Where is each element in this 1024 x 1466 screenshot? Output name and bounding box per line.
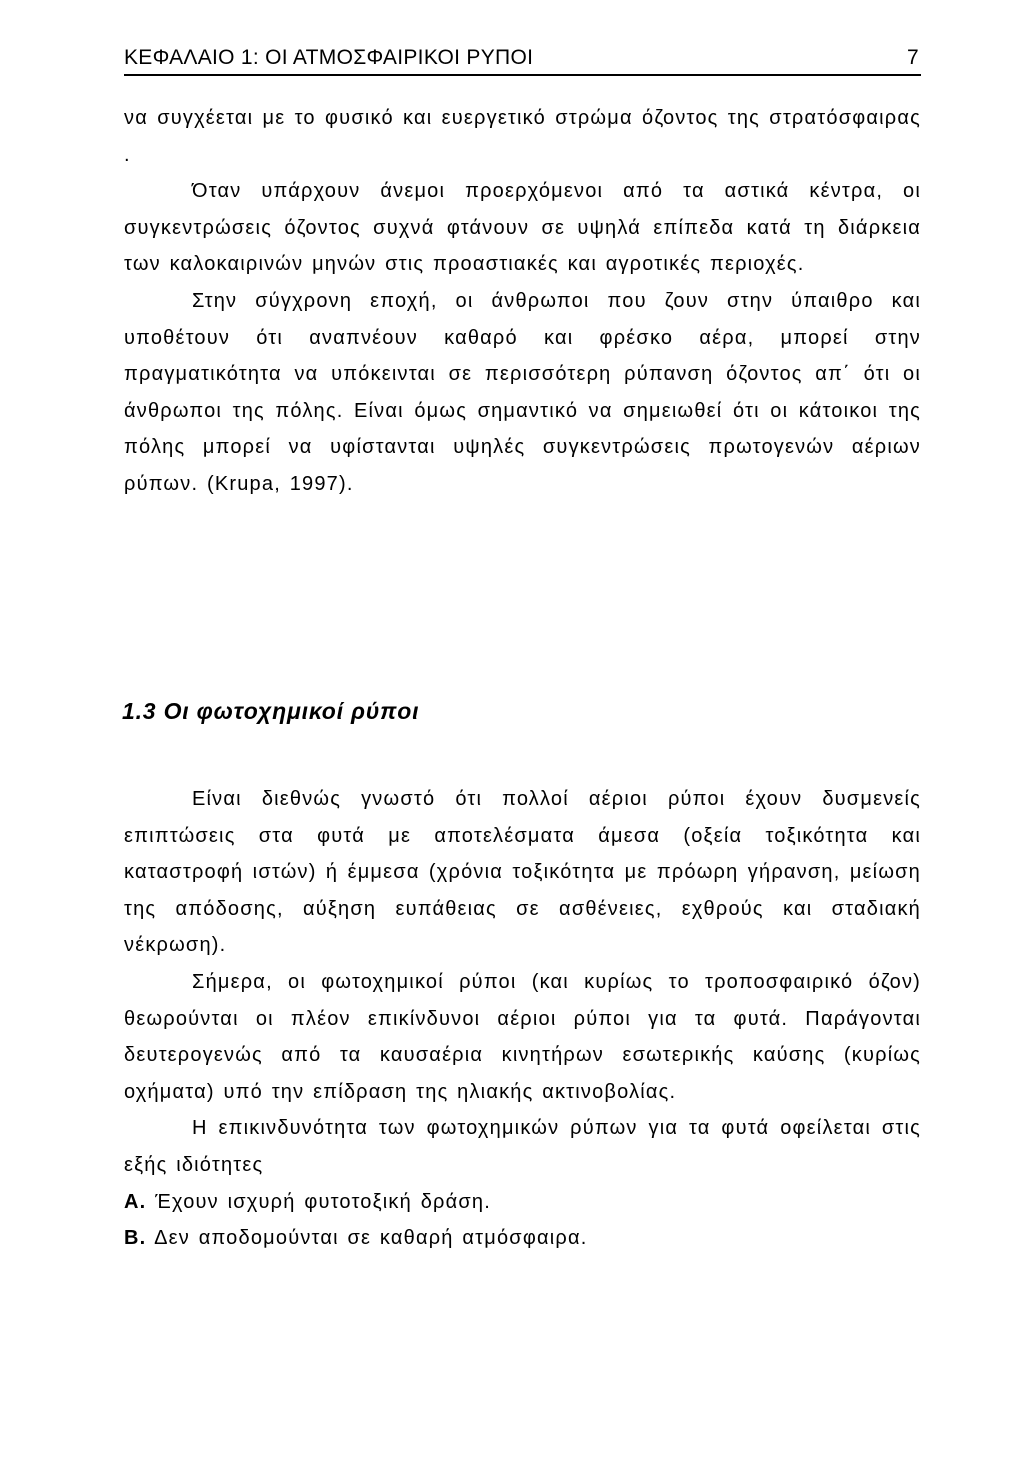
list-item <box>124 1184 921 1221</box>
paragraph: να συγχέεται με το φυσικό και ευεργετικό στρώμα όζοντος της στρατόσφαιρας . <box>124 107 921 166</box>
paragraph: Είναι διεθνώς γνωστό ότι πολλοί αέριοι ρύποι έχουν δυσμενείς επιπτώσεις στα φυτά με αποτελέσματα άμεσα (οξεία τοξικότητα και καταστροφή ιστών) ή έμμεσα (χρόνια τοξικότητα με πρόωρη γήρανση, μείωση της απόδοσης, αύξηση ευπάθειας σε ασθένειες, εχθρούς και σταδιακή νέκρωση). <box>124 788 921 957</box>
section-heading: 1.3 Οι φωτοχημικοί ρύποι <box>122 698 420 724</box>
list-marker: Β. <box>124 1227 147 1250</box>
paragraph: Στην σύγχρονη εποχή, οι άνθρωποι που ζουν στην ύπαιθρο και υποθέτουν ότι αναπνέουν καθαρό και φρέσκο αέρα, μπορεί στην πραγματικότητα να υπόκεινται σε περισσότερη ρύπανση όζοντος απ΄ ότι οι άνθρωποι της πόλης. Είναι όμως σημαντικό να σημειωθεί ότι οι κάτοικοι της πόλης μπορεί να υφίστανται υψηλές συγκεντρώσεις πρωτογενών αέριων ρύπων. (Krupa, 1997). <box>124 289 921 495</box>
paragraph: Όταν υπάρχουν άνεμοι προερχόμενοι από τα αστικά κέντρα, οι συγκεντρώσεις όζοντος συχνά φτάνουν σε υψηλά επίπεδα κατά τη διάρκεια των καλοκαιρινών μηνών στις προαστιακές και αγροτικές περιοχές. <box>124 180 921 276</box>
list-item-text: Έχουν ισχυρή φυτοτοξική δράση. <box>155 1190 491 1213</box>
intro-text-block <box>124 100 921 503</box>
page-number: 7 <box>907 46 919 69</box>
list-item-text: Δεν αποδομούνται σε καθαρή ατμόσφαιρα. <box>154 1227 588 1250</box>
paragraph: Η επικινδυνότητα των φωτοχημικών ρύπων για τα φυτά οφείλεται στις εξής ιδιότητες <box>124 1117 921 1176</box>
list-item <box>124 1220 921 1257</box>
paragraph: Σήμερα, οι φωτοχημικοί ρύποι (και κυρίως το τροποσφαιρικό όζον) θεωρούνται οι πλέον επικίνδυνοι αέριοι ρύποι για τα φυτά. Παράγονται δευτερογενώς από τα καυσαέρια κινητήρων εσωτερικής καύσης (κυρίως οχήματα) υπό την επίδραση της ηλιακής ακτινοβολίας. <box>124 970 921 1103</box>
list-marker: Α. <box>124 1190 147 1213</box>
running-header <box>124 40 921 76</box>
section-text-block <box>124 781 921 1257</box>
chapter-title: ΚΕΦΑΛΑΙΟ 1: ΟΙ ΑΤΜΟΣΦΑΙΡΙΚΟΙ ΡΥΠΟΙ <box>124 46 534 69</box>
